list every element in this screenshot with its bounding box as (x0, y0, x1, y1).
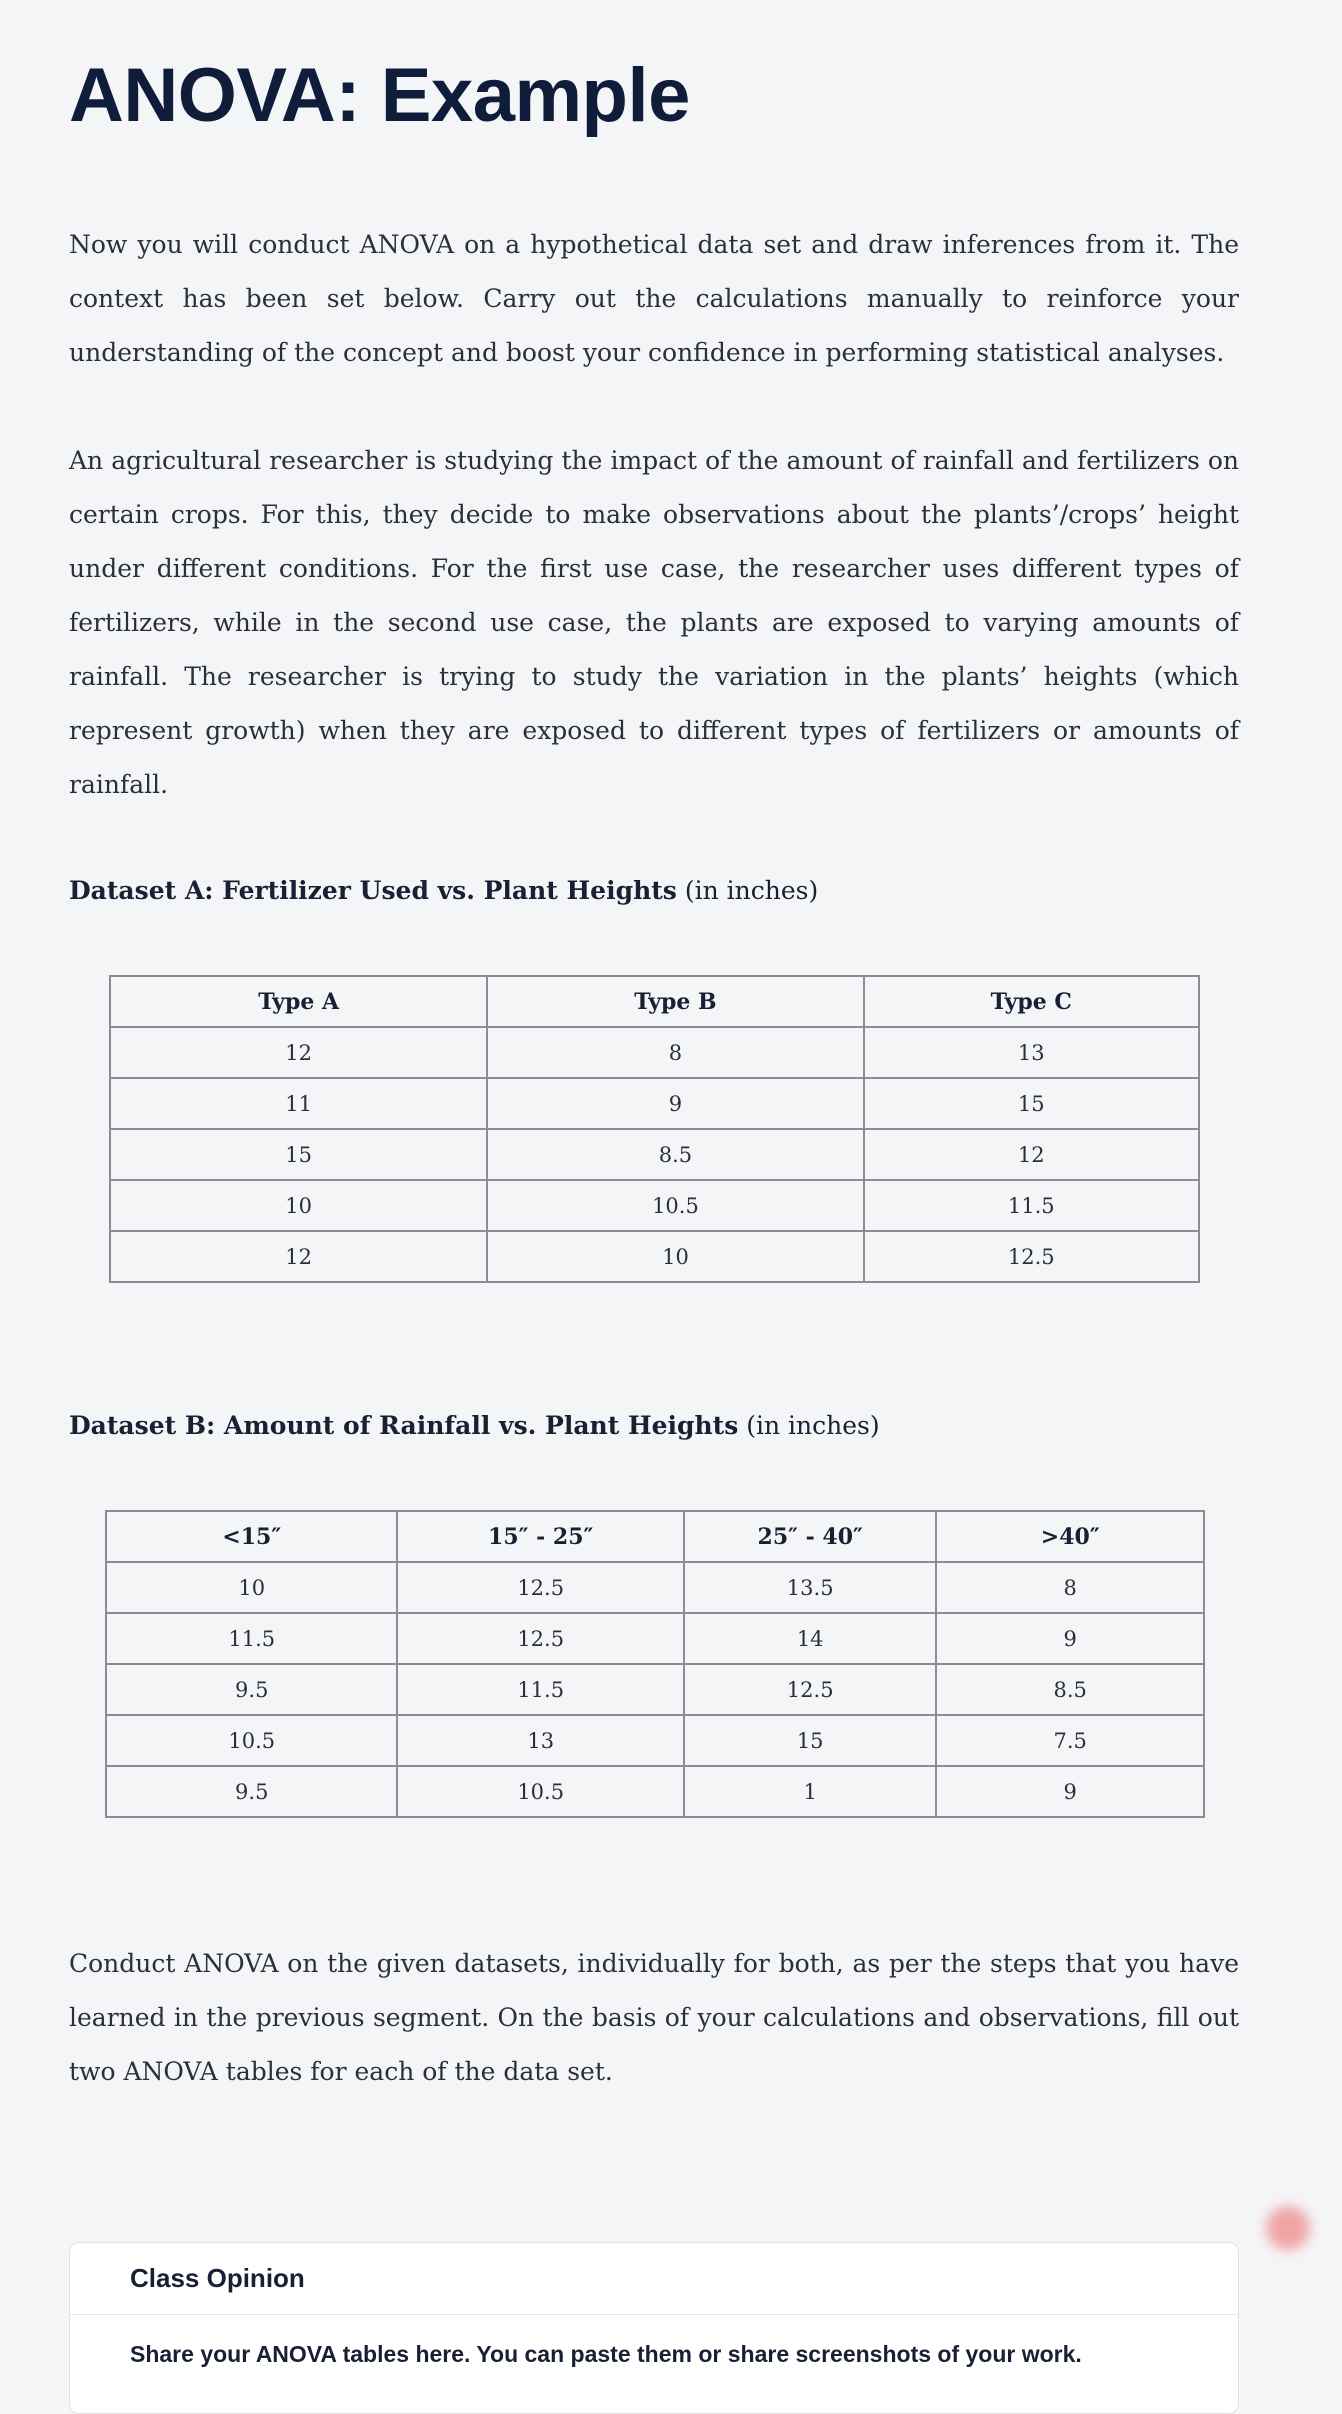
header-cell: 15″ - 25″ (397, 1511, 683, 1562)
dataset-a-title-unit: (in inches) (676, 876, 819, 905)
instructions-paragraph: Conduct ANOVA on the given datasets, individually for both, as per the steps that you have learned in the previous segment. On the basis of your calculations and observations, fill out two ANOVA tables for each of the data set. (69, 1949, 1239, 2086)
table-cell: 8 (936, 1562, 1204, 1613)
table-row (106, 1715, 1204, 1766)
table-cell: 10 (110, 1180, 487, 1231)
table-cell: 10.5 (397, 1766, 683, 1817)
table-cell: 12.5 (684, 1664, 937, 1715)
table-row (110, 1027, 1199, 1078)
table-row (106, 1766, 1204, 1817)
table-cell: 8.5 (936, 1664, 1204, 1715)
table-cell: 10 (106, 1562, 397, 1613)
page-title: ANOVA: Example (69, 53, 690, 138)
dataset-a-title-bold: Dataset A: Fertilizer Used vs. Plant Heights (69, 876, 677, 905)
table-cell: 10.5 (487, 1180, 863, 1231)
dataset-b-title-unit: (in inches) (738, 1411, 880, 1440)
class-opinion-prompt[interactable]: Share your ANOVA tables here. You can paste them or share screenshots of your work. (130, 2341, 1082, 2367)
dataset-a-table (109, 975, 1200, 1283)
dataset-b-title (69, 1411, 880, 1440)
table-row (106, 1562, 1204, 1613)
table-cell: 10.5 (106, 1715, 397, 1766)
table-row (106, 1664, 1204, 1715)
table-cell: 15 (864, 1078, 1199, 1129)
table-cell: 13.5 (684, 1562, 937, 1613)
floating-action-blob[interactable] (1266, 2206, 1310, 2250)
table-cell: 11.5 (106, 1613, 397, 1664)
table-cell: 11.5 (864, 1180, 1199, 1231)
table-cell: 9.5 (106, 1766, 397, 1817)
table-cell: 12.5 (397, 1613, 683, 1664)
table-cell: 9 (487, 1078, 863, 1129)
table-cell: 12.5 (864, 1231, 1199, 1282)
table-row (110, 1078, 1199, 1129)
table-cell: 8.5 (487, 1129, 863, 1180)
class-opinion-title: Class Opinion (130, 2263, 305, 2293)
table-row (110, 1129, 1199, 1180)
table-cell: 14 (684, 1613, 937, 1664)
table-row (110, 1180, 1199, 1231)
table-header-row (106, 1511, 1204, 1562)
table-cell: 12 (864, 1129, 1199, 1180)
table-cell: 11.5 (397, 1664, 683, 1715)
table-cell: 1 (684, 1766, 937, 1817)
table-cell: 9 (936, 1613, 1204, 1664)
header-cell: Type C (864, 976, 1199, 1027)
class-opinion-card (69, 2242, 1239, 2414)
intro-paragraph: Now you will conduct ANOVA on a hypothetical data set and draw inferences from it. The context has been set below. Carry out the calculations manually to reinforce your understanding of the concept and boost your confidence in performing statistical analyses. (69, 230, 1239, 367)
table-row (110, 1231, 1199, 1282)
header-cell: Type B (487, 976, 863, 1027)
header-cell: 25″ - 40″ (684, 1511, 937, 1562)
table-cell: 9.5 (106, 1664, 397, 1715)
dataset-b-table (105, 1510, 1205, 1818)
dataset-a-title (69, 876, 818, 905)
table-cell: 8 (487, 1027, 863, 1078)
card-divider (70, 2314, 1238, 2315)
table-cell: 15 (110, 1129, 487, 1180)
table-cell: 12 (110, 1027, 487, 1078)
table-cell: 11 (110, 1078, 487, 1129)
table-cell: 15 (684, 1715, 937, 1766)
table-cell: 13 (864, 1027, 1199, 1078)
table-cell: 10 (487, 1231, 863, 1282)
table-cell: 13 (397, 1715, 683, 1766)
table-row (106, 1613, 1204, 1664)
table-cell: 12.5 (397, 1562, 683, 1613)
context-paragraph: An agricultural researcher is studying the impact of the amount of rainfall and fertilizers on certain crops. For this, they decide to make observations about the plants’/crops’ height under different conditions. For the first use case, the researcher uses different types of fertilizers, while in the second use case, the plants are exposed to varying amounts of rainfall. The researcher is trying to study the variation in the plants’ heights (which represent growth) when they are exposed to different types of fertilizers or amounts of rainfall. (69, 446, 1239, 799)
table-header-row (110, 976, 1199, 1027)
header-cell: Type A (110, 976, 487, 1027)
header-cell: <15″ (106, 1511, 397, 1562)
dataset-b-title-bold: Dataset B: Amount of Rainfall vs. Plant Heights (69, 1411, 739, 1440)
header-cell: >40″ (936, 1511, 1204, 1562)
table-cell: 7.5 (936, 1715, 1204, 1766)
table-cell: 9 (936, 1766, 1204, 1817)
table-cell: 12 (110, 1231, 487, 1282)
